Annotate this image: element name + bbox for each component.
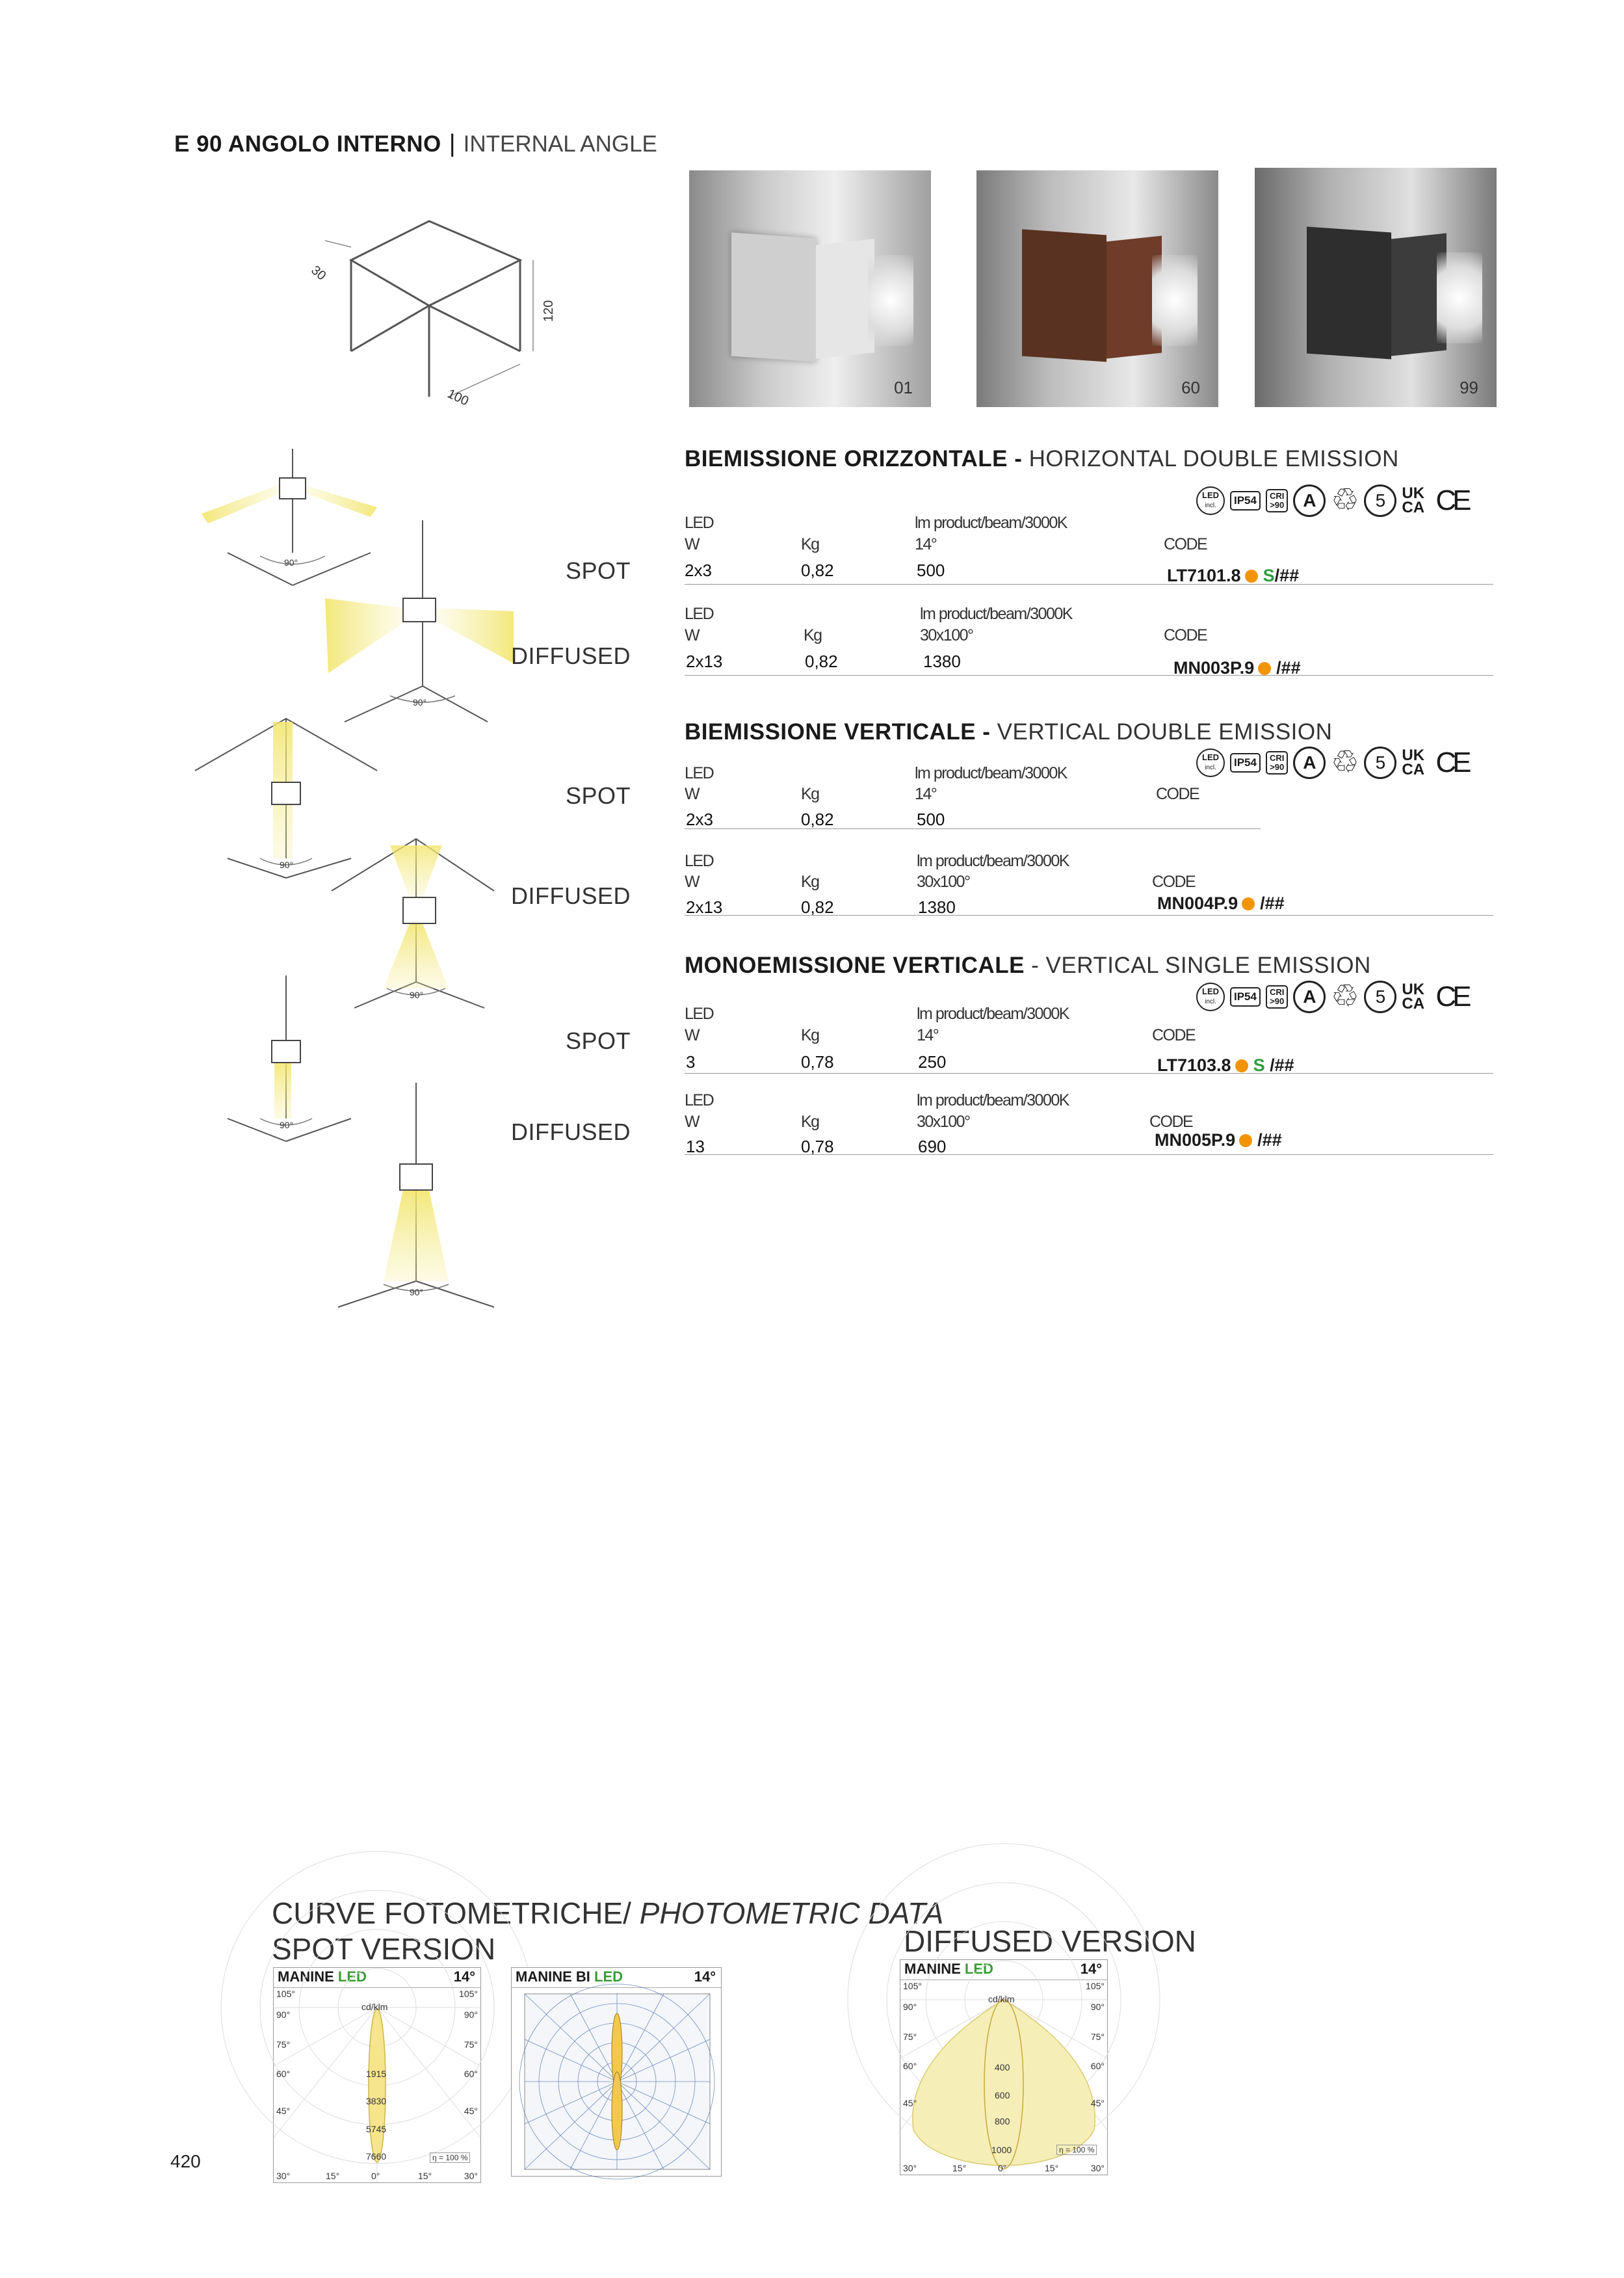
chart-header: MANINE LED 14° [274, 1968, 480, 1988]
col-lm: lm product/beam/3000K [917, 1005, 1069, 1023]
orange-dot-icon [1235, 1059, 1248, 1072]
col-code: CODE [1152, 1026, 1196, 1044]
beam-diagrams [189, 442, 527, 1314]
row-lm: 690 [918, 1137, 947, 1156]
page-title: E 90 ANGOLO INTERNO [174, 131, 441, 157]
row-kg: 0,82 [805, 652, 838, 671]
col-led: LED [685, 605, 714, 623]
angle-label: 90° [280, 1120, 294, 1130]
col-code: CODE [1149, 1113, 1193, 1131]
energy-a-icon: A [1293, 484, 1326, 517]
ukca-icon: UK CA [1402, 747, 1425, 778]
led-incl-icon: LED incl. [1196, 983, 1225, 1011]
divider [685, 675, 1493, 676]
class-5-icon: 5 [1364, 484, 1396, 517]
ip54-icon: IP54 [1230, 987, 1261, 1007]
section-title: BIEMISSIONE VERTICALE - VERTICAL DOUBLE EMISSION [685, 719, 1333, 745]
col-code: CODE [1152, 873, 1196, 891]
orange-dot-icon [1258, 662, 1271, 675]
cert-icons [1196, 483, 1468, 519]
col-code: CODE [1164, 535, 1207, 553]
polar-chart-spot-bi [511, 1967, 722, 2177]
photo-number: 01 [894, 378, 913, 397]
row-w: 2x3 [685, 561, 712, 580]
row-lm: 500 [917, 561, 945, 580]
ukca-icon: UK CA [1402, 484, 1425, 516]
divider [685, 1154, 1493, 1155]
diagram-vertical-spot [195, 719, 377, 878]
cri-icon: CRI >90 [1266, 489, 1288, 512]
photo-finish-01 [689, 170, 931, 407]
col-code: CODE [1164, 626, 1207, 644]
col-led: LED [685, 764, 714, 782]
product-code: MN003P.9 /## [1173, 658, 1301, 678]
energy-a-icon: A [1293, 747, 1326, 779]
col-w: W [685, 626, 700, 644]
dimension-drawing [299, 208, 572, 409]
angle-label: 90° [284, 557, 298, 568]
row-kg: 0,78 [801, 1137, 834, 1156]
section-title: MONOEMISSIONE VERTICALE - VERTICAL SINGLE EMISSION [685, 953, 1371, 978]
col-kg: Kg [801, 785, 819, 803]
label-diffused: DIFFUSED [511, 1119, 631, 1145]
row-w: 2x3 [686, 810, 713, 829]
chart-header: MANINE LED 14° [900, 1960, 1107, 1980]
col-kg: Kg [801, 873, 819, 891]
orange-dot-icon [1242, 897, 1255, 910]
ukca-icon: UK CA [1402, 981, 1425, 1013]
row-lm: 250 [918, 1052, 947, 1072]
row-kg: 0,78 [801, 1052, 834, 1072]
row-beam: 30x100° [917, 873, 970, 891]
col-kg: Kg [804, 626, 822, 644]
col-lm: lm product/beam/3000K [917, 1091, 1069, 1109]
col-kg: Kg [801, 1026, 819, 1044]
page-subtitle: INTERNAL ANGLE [463, 131, 657, 157]
section-title: BIEMISSIONE ORIZZONTALE - HORIZONTAL DOUBLE EMISSION [685, 446, 1399, 471]
row-kg: 0,82 [801, 561, 834, 580]
photo-number: 60 [1181, 378, 1200, 397]
class-5-icon: 5 [1364, 747, 1396, 779]
page-number: 420 [170, 2151, 201, 2171]
label-diffused: DIFFUSED [511, 882, 631, 909]
polar-chart-diffused: MANINE LED 14° 105° 90° 75° 60° 45° 105° 90° 75° 60° 45° cd/klm 400 600 800 1000 η = 100 % 30° 15° 0° 15° 30° [900, 1959, 1108, 2175]
label-spot: SPOT [565, 1027, 631, 1054]
ip54-icon: IP54 [1230, 491, 1261, 510]
photo-number: 99 [1460, 378, 1478, 397]
cert-icons [1196, 979, 1468, 1015]
diagram-mono-diffused [338, 1083, 494, 1307]
col-w: W [685, 873, 700, 891]
row-beam: 30x100° [920, 626, 973, 644]
label-spot: SPOT [565, 557, 631, 584]
row-beam: 14° [915, 785, 937, 803]
row-beam: 14° [917, 1026, 939, 1044]
row-beam: 30x100° [917, 1113, 970, 1131]
divider [685, 584, 1493, 585]
row-lm: 500 [917, 810, 945, 829]
polar-chart-spot: MANINE LED 14° 105° 90° 75° 60° 45° 105° 90° 75° 60° 45° cd/klm 1915 3830 5745 7660 η = 100 % 30° 15° 0° 15° 30° [273, 1967, 481, 2183]
col-code: CODE [1156, 785, 1199, 803]
led-incl-icon: LED incl. [1196, 486, 1225, 515]
col-w: W [685, 535, 700, 553]
row-kg: 0,82 [801, 897, 834, 917]
dim-depth: 30 [308, 263, 329, 284]
led-incl-icon: LED incl. [1196, 748, 1225, 777]
class-5-icon: 5 [1364, 981, 1396, 1013]
cri-icon: CRI >90 [1266, 751, 1288, 775]
product-code: LT7103.8 S /## [1157, 1055, 1294, 1075]
col-led: LED [685, 514, 714, 532]
dim-height: 120 [542, 300, 556, 322]
photo-finish-99 [1255, 168, 1497, 407]
col-kg: Kg [801, 535, 819, 553]
col-lm: lm product/beam/3000K [915, 764, 1067, 782]
col-w: W [685, 785, 700, 803]
row-lm: 1380 [923, 652, 961, 671]
diagram-horizontal-spot [202, 449, 377, 585]
col-led: LED [685, 1005, 714, 1023]
col-led: LED [685, 1091, 714, 1109]
col-w: W [685, 1026, 700, 1044]
row-w: 3 [686, 1052, 696, 1072]
diffused-version-label: DIFFUSED VERSION [904, 1924, 1196, 1958]
col-led: LED [685, 852, 714, 870]
row-kg: 0,82 [801, 810, 834, 829]
orange-dot-icon [1245, 570, 1258, 583]
divider [685, 1073, 1493, 1074]
divider [685, 915, 1493, 916]
divider [685, 828, 1261, 829]
ce-icon: CE [1435, 981, 1468, 1013]
row-w: 2x13 [686, 652, 723, 671]
product-code: MN004P.9 /## [1157, 894, 1285, 913]
energy-a-icon: A [1293, 981, 1326, 1013]
label-diffused: DIFFUSED [511, 642, 631, 669]
product-code: MN005P.9 /## [1155, 1130, 1282, 1150]
title-separator: | [449, 130, 456, 157]
dim-width: 100 [445, 386, 471, 409]
photo-finish-60 [976, 170, 1218, 407]
diagram-vertical-diffused [332, 839, 494, 1008]
row-lm: 1380 [918, 897, 956, 917]
recycle-icon: ♲ [1331, 979, 1359, 1014]
angle-label: 90° [413, 697, 427, 708]
col-w: W [685, 1113, 700, 1131]
row-w: 13 [686, 1137, 705, 1156]
diagram-mono-spot [228, 975, 351, 1141]
col-lm: lm product/beam/3000K [917, 852, 1069, 870]
ce-icon: CE [1435, 747, 1468, 778]
ce-icon: CE [1435, 484, 1468, 516]
photometric-heading: CURVE FOTOMETRICHE/ PHOTOMETRIC DATA [272, 1896, 944, 1930]
col-lm: lm product/beam/3000K [915, 514, 1067, 532]
angle-label: 90° [410, 1287, 424, 1297]
angle-label: 90° [410, 990, 424, 1000]
page-header [174, 130, 657, 158]
label-spot: SPOT [565, 782, 631, 809]
angle-label: 90° [280, 860, 294, 870]
cri-icon: CRI >90 [1266, 985, 1288, 1009]
diagram-horizontal-diffused [325, 520, 514, 722]
row-w: 2x13 [686, 897, 723, 917]
product-code: LT7101.8 S/## [1167, 566, 1300, 585]
row-beam: 14° [915, 535, 937, 553]
col-lm: lm product/beam/3000K [920, 605, 1072, 623]
recycle-icon: ♲ [1331, 745, 1359, 780]
spot-version-label: SPOT VERSION [272, 1932, 496, 1966]
recycle-icon: ♲ [1331, 483, 1359, 518]
col-kg: Kg [801, 1113, 819, 1131]
ip54-icon: IP54 [1230, 753, 1261, 773]
chart-header: MANINE BI LED 14° [512, 1968, 721, 1988]
orange-dot-icon [1239, 1134, 1252, 1147]
cert-icons [1196, 745, 1468, 781]
